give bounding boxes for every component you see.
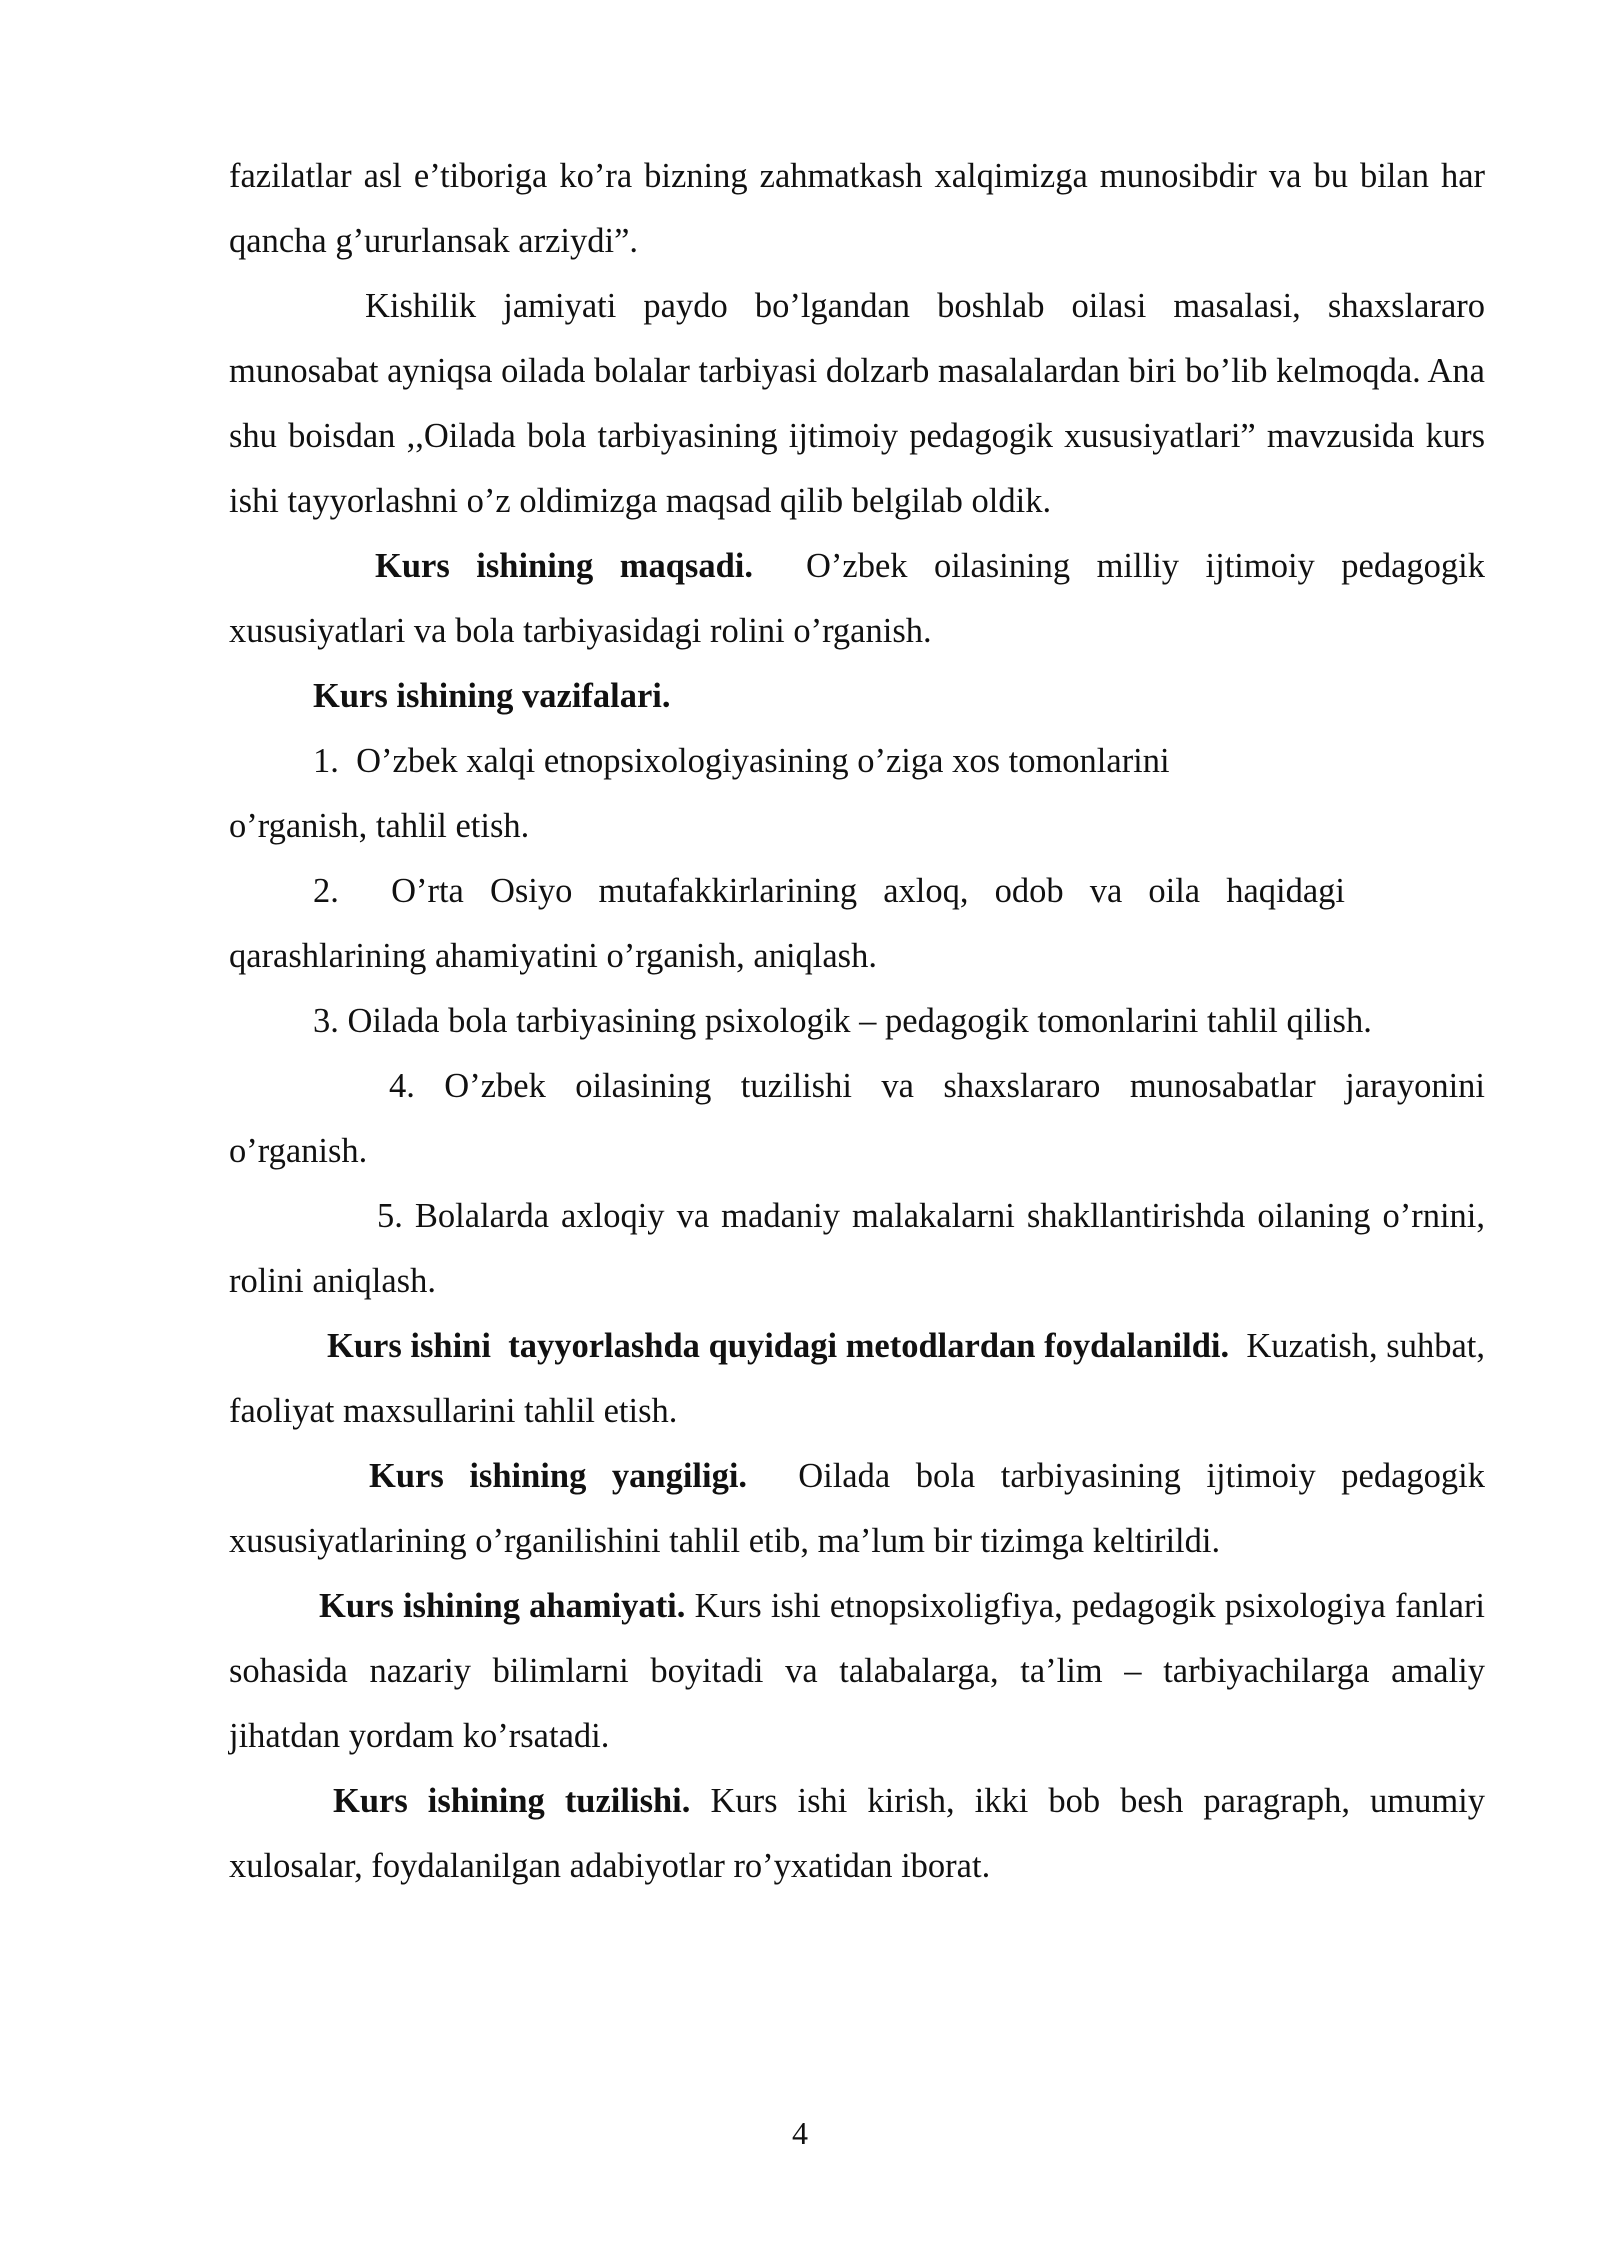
task-item-5: 5. Bolalarda axloqiy va madaniy malakalarni shakllantirishda oilaning o’rnini, rolini aniqlash. (229, 1197, 1485, 1300)
structure-heading: Kurs ishining tuzilishi. (333, 1782, 691, 1820)
task-item-4: 4. O’zbek oilasining tuzilishi va shaxslararo munosabatlar jarayonini o’rganish. (229, 1067, 1485, 1170)
significance-text: Kurs ishi etnopsixoligfiya, pedagogik psixologiya fanlari sohasida nazariy bilimlarni boyitadi va talabalarga, ta’lim – tarbiyachilarga amaliy jihatdan yordam ko’rsatadi. (229, 1587, 1486, 1755)
body-text (229, 144, 1485, 1899)
tasks-heading: Kurs ishining vazifalari. (313, 677, 671, 715)
significance-heading: Kurs ishining ahamiyati. (319, 1587, 686, 1625)
paragraph-novelty (229, 1444, 1485, 1574)
structure-text: Kurs ishi kirish, ikki bob besh paragraph, umumiy xulosalar, foydalanilgan adabiyotlar ro’yxatidan iborat. (229, 1782, 1486, 1885)
paragraph-methods (229, 1314, 1485, 1444)
methods-heading: Kurs ishini tayyorlashda quyidagi metodlardan foydalanildi. (327, 1327, 1230, 1365)
paragraph-goal (229, 534, 1485, 664)
page-number: 4 (792, 2115, 808, 2151)
paragraph-intro-end: fazilatlar asl e’tiboriga ko’ra bizning zahmatkash xalqimizga munosibdir va bu bilan har qancha g’ururlansak arziydi”. (229, 157, 1485, 260)
paragraph-relevance: Kishilik jamiyati paydo bo’lgandan boshlab oilasi masalasi, shaxslararo munosabat ayniqsa oilada bolalar tarbiyasi dolzarb masalalardan biri bo’lib kelmoqda. Ana shu boisdan ,,Oilada bola tarbiyasining ijtimoiy pedagogik xususiyatlari” mavzusida kurs ishi tayyorlashni o’z oldimizga maqsad qilib belgilab oldik. (229, 287, 1485, 520)
paragraph-tasks-heading (229, 664, 1485, 729)
goal-text: O’zbek oilasining milliy ijtimoiy pedagogik xususiyatlari va bola tarbiyasidagi rolini o’rganish. (229, 547, 1485, 650)
goal-heading: Kurs ishining maqsadi. (375, 547, 753, 585)
methods-text: Kuzatish, suhbat, faoliyat maxsullarini tahlil etish. (229, 1327, 1485, 1430)
task-item-3: 3. Oilada bola tarbiyasining psixologik – pedagogik tomonlarini tahlil qilish. (313, 1002, 1372, 1040)
task-item-1: 1. O’zbek xalqi etnopsixologiyasining o’ziga xos tomonlarini o’rganish, tahlil etish. (229, 742, 1170, 845)
novelty-text: Oilada bola tarbiyasining ijtimoiy pedagogik xususiyatlarining o’rganilishini tahlil etib, ma’lum bir tizimga keltirildi. (229, 1457, 1485, 1560)
paragraph-structure (229, 1769, 1485, 1899)
novelty-heading: Kurs ishining yangiligi. (369, 1457, 748, 1495)
paragraph-significance (229, 1574, 1485, 1769)
task-item-2: 2. O’rta Osiyo mutafakkirlarining axloq, odob va oila haqidagi qarashlarining ahamiyatini o’rganish, aniqlash. (229, 872, 1345, 975)
